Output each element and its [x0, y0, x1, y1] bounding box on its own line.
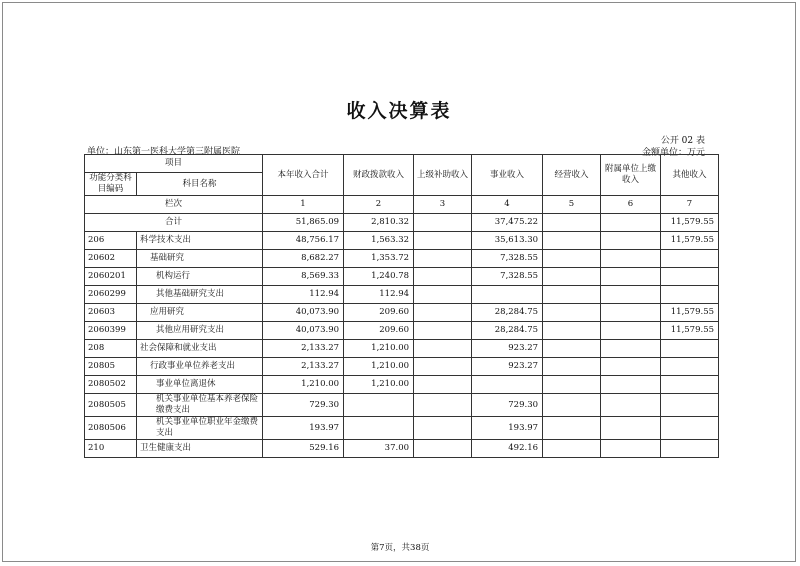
- row-value-cell: [414, 268, 472, 286]
- page-footer: 第7页，共38页: [370, 543, 430, 553]
- row-value-cell: 1,210.00: [344, 358, 414, 376]
- total-cell: 11,579.55: [661, 214, 719, 232]
- row-value-cell: 1,210.00: [344, 376, 414, 394]
- row-code: 208: [85, 340, 137, 358]
- row-value-cell: [601, 322, 661, 340]
- row-value-cell: [414, 304, 472, 322]
- row-value-cell: [543, 268, 601, 286]
- row-subject-name: 科学技术支出: [137, 232, 263, 250]
- row-code: 2080502: [85, 376, 137, 394]
- header-col-2: 财政拨款收入: [344, 155, 414, 196]
- total-row: [85, 214, 719, 232]
- table-header: [85, 155, 719, 232]
- header-item: 项目: [85, 155, 263, 173]
- row-value-cell: [601, 376, 661, 394]
- row-value-cell: [601, 268, 661, 286]
- header-col-6: 附属单位上缴收入: [601, 155, 661, 196]
- col-number: 1: [263, 196, 344, 214]
- income-table: [84, 154, 719, 458]
- row-value-cell: 923.27: [472, 340, 543, 358]
- table-row: [85, 286, 719, 304]
- row-value-cell: 8,569.33: [263, 268, 344, 286]
- row-value-cell: [543, 232, 601, 250]
- row-value-cell: [543, 322, 601, 340]
- header-col-4: 事业收入: [472, 155, 543, 196]
- row-value-cell: [543, 417, 601, 440]
- row-value-cell: [414, 250, 472, 268]
- total-cell: 37,475.22: [472, 214, 543, 232]
- total-cell: [543, 214, 601, 232]
- table-row: [85, 394, 719, 417]
- row-subject-name: 机构运行: [137, 268, 263, 286]
- row-value-cell: 48,756.17: [263, 232, 344, 250]
- row-value-cell: [661, 340, 719, 358]
- row-value-cell: [601, 394, 661, 417]
- row-value-cell: 729.30: [263, 394, 344, 417]
- row-value-cell: 923.27: [472, 358, 543, 376]
- row-value-cell: 193.97: [472, 417, 543, 440]
- row-subject-name: 卫生健康支出: [137, 440, 263, 458]
- row-value-cell: 7,328.55: [472, 268, 543, 286]
- header-subject-name: 科目名称: [137, 173, 263, 196]
- row-value-cell: [661, 358, 719, 376]
- table-row: [85, 232, 719, 250]
- header-col-1: 本年收入合计: [263, 155, 344, 196]
- row-value-cell: [601, 340, 661, 358]
- row-value-cell: [543, 304, 601, 322]
- row-value-cell: 2,133.27: [263, 340, 344, 358]
- row-value-cell: 40,073.90: [263, 322, 344, 340]
- table-row: [85, 250, 719, 268]
- table-row: [85, 304, 719, 322]
- row-value-cell: 209.60: [344, 304, 414, 322]
- col-number: 5: [543, 196, 601, 214]
- table-row: [85, 322, 719, 340]
- row-value-cell: [543, 440, 601, 458]
- row-value-cell: [601, 286, 661, 304]
- row-value-cell: [601, 304, 661, 322]
- row-value-cell: 729.30: [472, 394, 543, 417]
- table-row: [85, 268, 719, 286]
- row-code: 2080506: [85, 417, 137, 440]
- row-value-cell: 529.16: [263, 440, 344, 458]
- col-number: 4: [472, 196, 543, 214]
- row-value-cell: [661, 250, 719, 268]
- row-code: 2080505: [85, 394, 137, 417]
- row-value-cell: [344, 394, 414, 417]
- total-cell: 2,810.32: [344, 214, 414, 232]
- row-value-cell: [414, 232, 472, 250]
- row-subject-name: 机关事业单位职业年金缴费支出: [137, 417, 263, 440]
- row-value-cell: [661, 376, 719, 394]
- row-value-cell: 1,353.72: [344, 250, 414, 268]
- row-value-cell: 8,682.27: [263, 250, 344, 268]
- row-value-cell: 1,563.32: [344, 232, 414, 250]
- row-value-cell: [414, 417, 472, 440]
- page-title: 收入决算表: [346, 100, 452, 122]
- row-value-cell: 1,210.00: [344, 340, 414, 358]
- row-subject-name: 事业单位离退休: [137, 376, 263, 394]
- row-value-cell: [414, 358, 472, 376]
- unit-label: 单位：山东第一医科大学第三附属医院: [87, 147, 241, 157]
- row-value-cell: [543, 340, 601, 358]
- table-row: [85, 376, 719, 394]
- row-value-cell: [543, 358, 601, 376]
- row-value-cell: 1,240.78: [344, 268, 414, 286]
- row-value-cell: 112.94: [344, 286, 414, 304]
- row-value-cell: [414, 440, 472, 458]
- row-subject-name: 社会保障和就业支出: [137, 340, 263, 358]
- row-value-cell: [661, 394, 719, 417]
- row-code: 20603: [85, 304, 137, 322]
- row-value-cell: [543, 250, 601, 268]
- row-value-cell: 40,073.90: [263, 304, 344, 322]
- row-code: 2060299: [85, 286, 137, 304]
- header-col-7: 其他收入: [661, 155, 719, 196]
- row-value-cell: 11,579.55: [661, 304, 719, 322]
- row-value-cell: 28,284.75: [472, 304, 543, 322]
- row-code: 20602: [85, 250, 137, 268]
- row-code: 2060201: [85, 268, 137, 286]
- row-subject-name: 其他应用研究支出: [137, 322, 263, 340]
- row-value-cell: [601, 440, 661, 458]
- header-col-3: 上级补助收入: [414, 155, 472, 196]
- col-number: 6: [601, 196, 661, 214]
- row-value-cell: 7,328.55: [472, 250, 543, 268]
- total-cell: [414, 214, 472, 232]
- table-body: [85, 232, 719, 458]
- col-number: 3: [414, 196, 472, 214]
- row-value-cell: 35,613.30: [472, 232, 543, 250]
- row-value-cell: [543, 376, 601, 394]
- row-value-cell: [543, 286, 601, 304]
- table-row: [85, 417, 719, 440]
- row-subject-name: 应用研究: [137, 304, 263, 322]
- row-value-cell: 37.00: [344, 440, 414, 458]
- table-row: [85, 358, 719, 376]
- table-row: [85, 340, 719, 358]
- row-value-cell: 11,579.55: [661, 322, 719, 340]
- row-value-cell: 28,284.75: [472, 322, 543, 340]
- row-subject-name: 机关事业单位基本养老保险缴费支出: [137, 394, 263, 417]
- row-value-cell: [601, 232, 661, 250]
- row-value-cell: [601, 417, 661, 440]
- header-col-5: 经营收入: [543, 155, 601, 196]
- row-value-cell: [472, 376, 543, 394]
- row-subject-name: 其他基础研究支出: [137, 286, 263, 304]
- row-value-cell: 492.16: [472, 440, 543, 458]
- total-label: 合计: [85, 214, 263, 232]
- row-subject-name: 基础研究: [137, 250, 263, 268]
- row-value-cell: [414, 394, 472, 417]
- row-value-cell: [661, 440, 719, 458]
- row-value-cell: 193.97: [263, 417, 344, 440]
- row-code: 206: [85, 232, 137, 250]
- header-index-label: 栏次: [85, 196, 263, 214]
- row-value-cell: [543, 394, 601, 417]
- row-value-cell: [601, 250, 661, 268]
- row-value-cell: [661, 417, 719, 440]
- row-code: 2060399: [85, 322, 137, 340]
- row-value-cell: 11,579.55: [661, 232, 719, 250]
- row-value-cell: [344, 417, 414, 440]
- row-value-cell: [414, 376, 472, 394]
- header-func-code: 功能分类科目编码: [85, 173, 137, 196]
- total-cell: 51,865.09: [263, 214, 344, 232]
- row-value-cell: [661, 286, 719, 304]
- col-number: 7: [661, 196, 719, 214]
- row-value-cell: [414, 322, 472, 340]
- col-number: 2: [344, 196, 414, 214]
- row-value-cell: 112.94: [263, 286, 344, 304]
- row-value-cell: [414, 340, 472, 358]
- row-value-cell: [472, 286, 543, 304]
- row-value-cell: 1,210.00: [263, 376, 344, 394]
- row-code: 20805: [85, 358, 137, 376]
- money-unit-label: 金额单位：万元: [641, 148, 705, 158]
- row-value-cell: [414, 286, 472, 304]
- form-number: 公开 02 表: [660, 136, 705, 146]
- row-code: 210: [85, 440, 137, 458]
- row-value-cell: 2,133.27: [263, 358, 344, 376]
- total-cell: [601, 214, 661, 232]
- row-value-cell: [661, 268, 719, 286]
- row-subject-name: 行政事业单位养老支出: [137, 358, 263, 376]
- table-row: [85, 440, 719, 458]
- row-value-cell: 209.60: [344, 322, 414, 340]
- row-value-cell: [601, 358, 661, 376]
